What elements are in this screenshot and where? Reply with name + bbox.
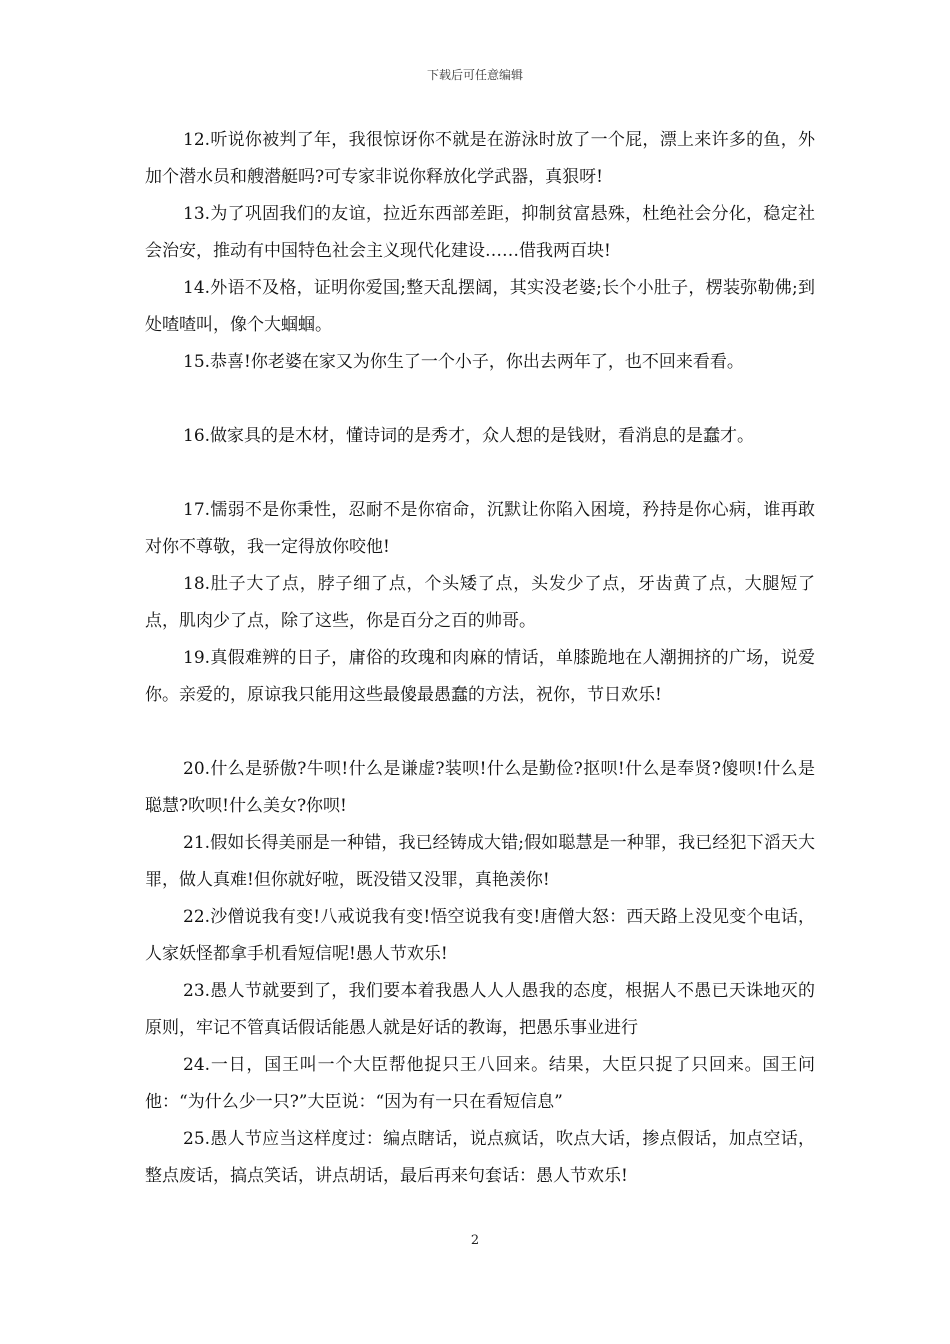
page-number: 2: [470, 1233, 480, 1248]
paragraph-16: 16.做家具的是木材，懂诗词的是秀才，众人想的是钱财，看消息的是蠢才。: [183, 426, 755, 446]
paragraph-24: 24.一日，国王叫一个大臣帮他捉只王八回来。结果，大臣只捉了只回来。国王问他：“为什么少一只?”大臣说：“因为有一只在看短信息”: [145, 1055, 815, 1112]
document-body: [145, 122, 815, 1195]
paragraph-14: 14.外语不及格，证明你爱国;整天乱摆阔，其实没老婆;长个小肚子，楞装弥勒佛;到处喳喳叫，像个大蝈蝈。: [145, 278, 815, 335]
blank-line: [145, 381, 815, 418]
paragraph-12: 12.听说你被判了年，我很惊讶你不就是在游泳时放了一个屁，漂上来许多的鱼，外加个潜水员和艘潜艇吗?可专家非说你释放化学武器，真狠呀!: [145, 130, 815, 187]
paragraph-17: 17.懦弱不是你秉性，忍耐不是你宿命，沉默让你陷入困境，矜持是你心病，谁再敢对你不尊敬，我一定得放你咬他!: [145, 500, 815, 557]
paragraph-25: 25.愚人节应当这样度过：编点瞎话，说点疯话，吹点大话，掺点假话，加点空话，整点废话，搞点笑话，讲点胡话，最后再来句套话：愚人节欢乐!: [145, 1129, 815, 1186]
paragraph-18: 18.肚子大了点，脖子细了点，个头矮了点，头发少了点，牙齿黄了点，大腿短了点，肌肉少了点，除了这些，你是百分之百的帅哥。: [145, 574, 815, 631]
paragraph-19: 19.真假难辨的日子，庸俗的玫瑰和肉麻的情话，单膝跪地在人潮拥挤的广场，说爱你。亲爱的，原谅我只能用这些最傻最愚蠢的方法，祝你，节日欢乐!: [145, 648, 815, 705]
paragraph-13: 13.为了巩固我们的友谊，拉近东西部差距，抑制贫富悬殊，杜绝社会分化，稳定社会治安，推动有中国特色社会主义现代化建设……借我两百块!: [145, 204, 815, 261]
paragraph-21: 21.假如长得美丽是一种错，我已经铸成大错;假如聪慧是一种罪，我已经犯下滔天大罪，做人真难!但你就好啦，既没错又没罪，真艳羡你!: [145, 833, 815, 890]
paragraph-20: 20.什么是骄傲?牛呗!什么是谦虚?装呗!什么是勤俭?抠呗!什么是奉贤?傻呗!什么是聪慧?吹呗!什么美女?你呗!: [145, 759, 815, 816]
blank-line: [145, 714, 815, 751]
paragraph-15: 15.恭喜!你老婆在家又为你生了一个小子，你出去两年了，也不回来看看。: [183, 352, 744, 372]
paragraph-23: 23.愚人节就要到了，我们要本着我愚人人人愚我的态度，根据人不愚已天诛地灭的原则，牢记不管真话假话能愚人就是好话的教诲，把愚乐事业进行: [145, 981, 815, 1038]
paragraph-22: 22.沙僧说我有变!八戒说我有变!悟空说我有变!唐僧大怒：西天路上没见变个电话，人家妖怪都拿手机看短信呢!愚人节欢乐!: [145, 907, 815, 964]
blank-line: [145, 455, 815, 492]
page-header: 下载后可任意编辑: [426, 68, 523, 82]
